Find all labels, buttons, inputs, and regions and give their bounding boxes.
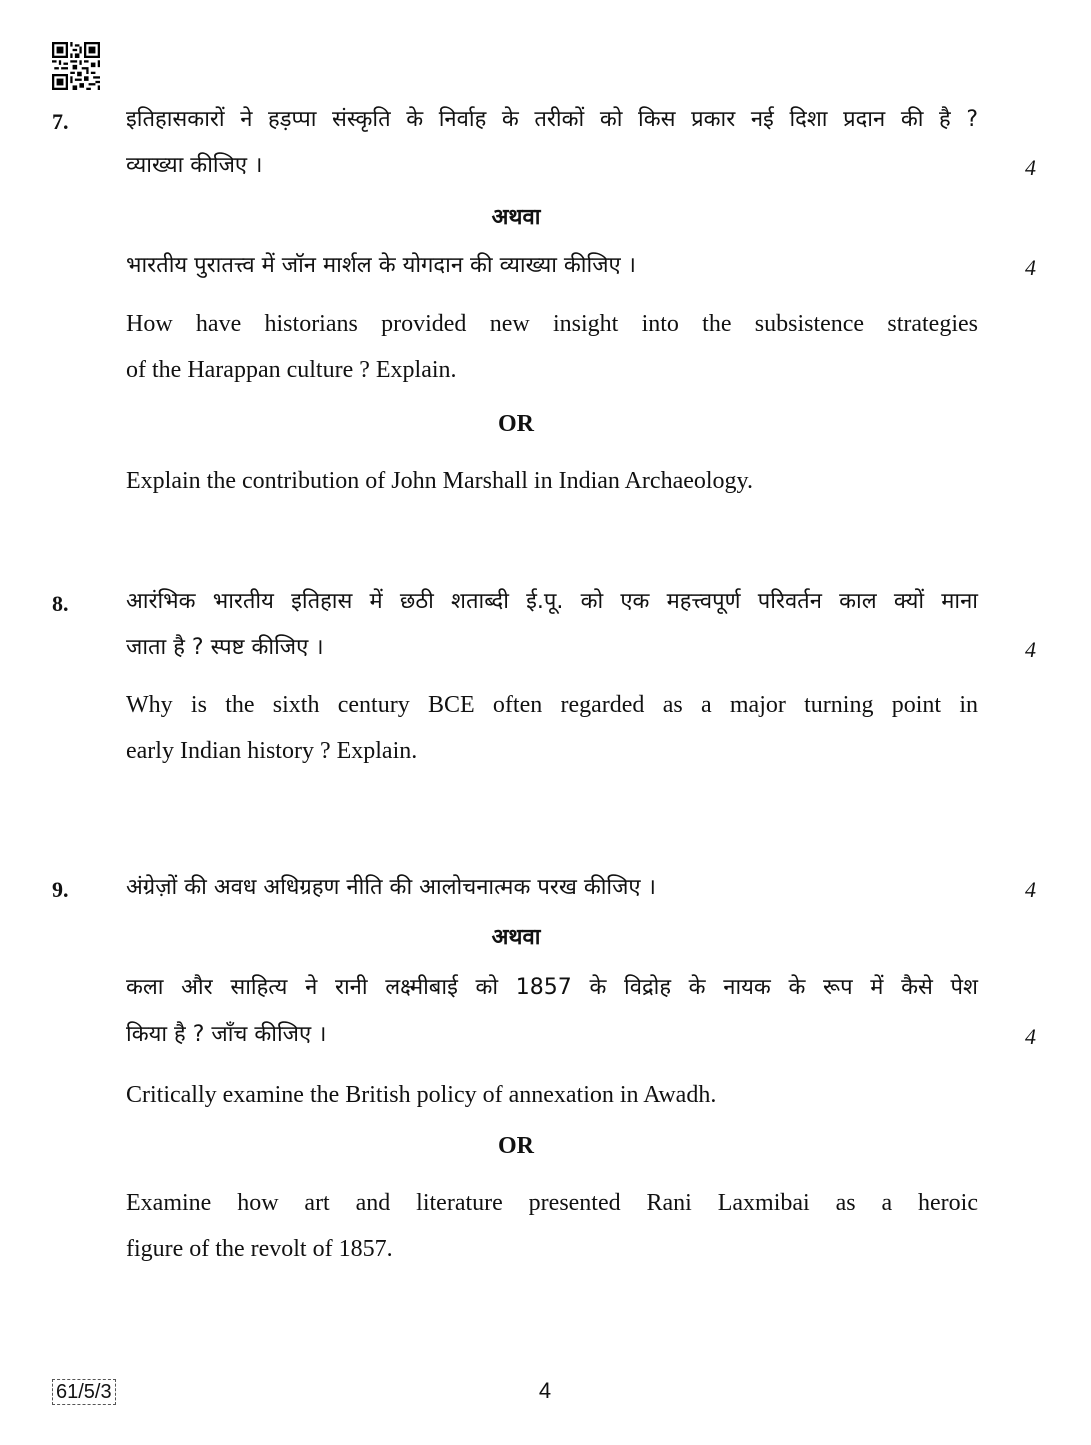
marks: 4 — [1025, 1024, 1036, 1049]
marks: 4 — [1025, 255, 1036, 280]
question-number: 8. — [52, 591, 69, 616]
marks: 4 — [1025, 155, 1036, 180]
question-text-hindi: व्याख्या कीजिए । — [126, 153, 263, 178]
qr-code-icon — [52, 42, 100, 90]
question-number: 7. — [52, 109, 69, 134]
question-text-english: Critically examine the British policy of annexation in Awadh. — [126, 1082, 717, 1108]
or-divider-hindi: अथवा — [491, 925, 541, 950]
question-text-english: Why is the sixth century BCE often regarded as a major turning point in — [126, 692, 978, 718]
question-text-english: How have historians provided new insight into the subsistence strategies — [126, 311, 978, 337]
question-text-hindi: अंग्रेज़ों की अवध अधिग्रहण नीति की आलोचनात्मक परख कीजिए । — [126, 875, 656, 900]
question-text-english: early Indian history ? Explain. — [126, 738, 418, 764]
question-text-english: of the Harappan culture ? Explain. — [126, 357, 457, 383]
alternative-question-english: Examine how art and literature presented Rani Laxmibai as a heroic — [126, 1190, 978, 1216]
question-number: 9. — [52, 877, 69, 902]
alternative-question-english: figure of the revolt of 1857. — [126, 1236, 393, 1262]
or-divider-english: OR — [498, 1133, 534, 1159]
question-text-hindi: इतिहासकारों ने हड़प्पा संस्कृति के निर्वाह के तरीकों को किस प्रकार नई दिशा प्रदान की है ? — [126, 107, 978, 132]
marks: 4 — [1025, 637, 1036, 662]
paper-code: 61/5/3 — [52, 1379, 116, 1405]
or-divider-english: OR — [498, 411, 534, 437]
page-number: 4 — [538, 1378, 552, 1403]
alternative-question-hindi: भारतीय पुरातत्त्व में जॉन मार्शल के योगदान की व्याख्या कीजिए । — [126, 253, 637, 278]
question-text-hindi: जाता है ? स्पष्ट कीजिए । — [126, 635, 324, 660]
alternative-question-hindi: कला और साहित्य ने रानी लक्ष्मीबाई को 1857 के विद्रोह के नायक के रूप में कैसे पेश — [126, 975, 978, 1000]
marks: 4 — [1025, 877, 1036, 902]
or-divider-hindi: अथवा — [491, 205, 541, 230]
question-text-hindi: आरंभिक भारतीय इतिहास में छठी शताब्दी ई.पू. को एक महत्त्वपूर्ण परिवर्तन काल क्यों माना — [126, 589, 978, 614]
alternative-question-english: Explain the contribution of John Marshall in Indian Archaeology. — [126, 468, 753, 494]
alternative-question-hindi: किया है ? जाँच कीजिए । — [126, 1022, 327, 1047]
